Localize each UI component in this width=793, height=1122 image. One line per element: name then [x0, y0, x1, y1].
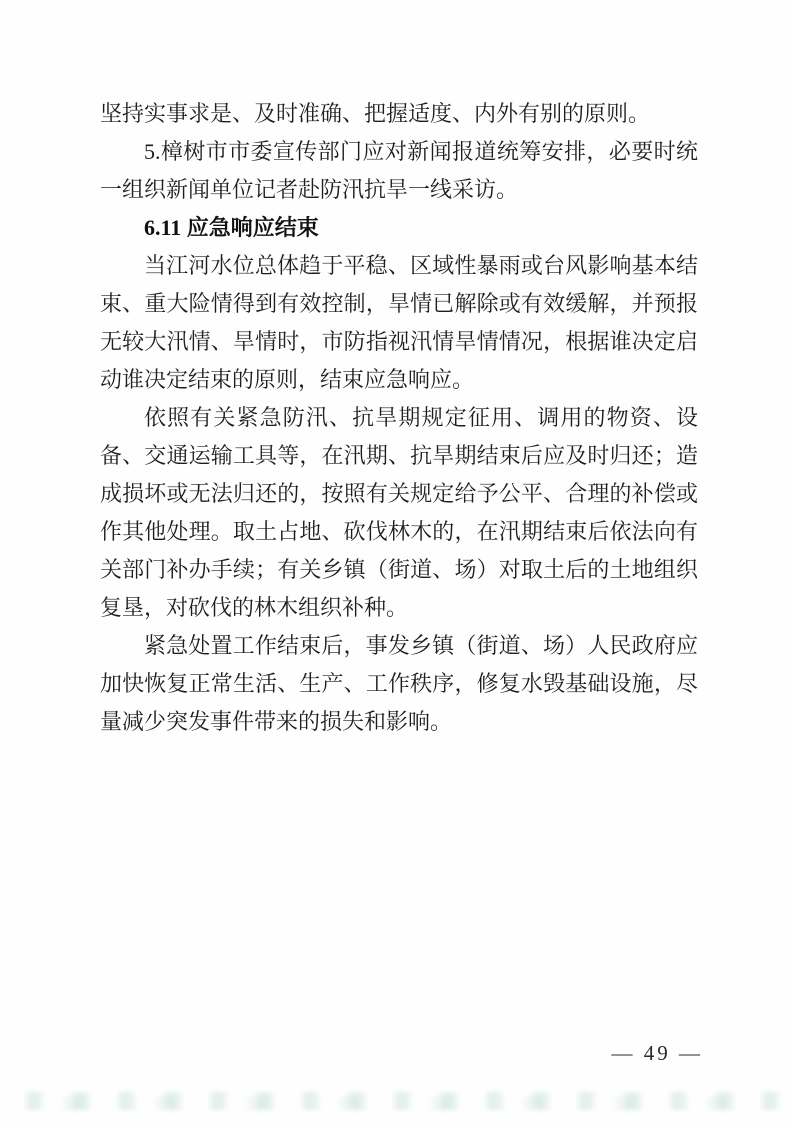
- paragraph-requisition-return: 依照有关紧急防汛、抗旱期规定征用、调用的物资、设备、交通运输工具等，在汛期、抗旱期结束后应及时归还；造成损坏或无法归还的，按照有关规定给予公平、合理的补偿或作其他处理。取土占地、砍伐林木的，在汛期结束后依法向有关部门补办手续；有关乡镇（街道、场）对取土后的土地组织复垦，对砍伐的林木组织补种。: [100, 405, 698, 620]
- scan-bleed-through-marks: [0, 1086, 793, 1118]
- document-body: [100, 95, 698, 741]
- paragraph-continuation: 坚持实事求是、及时准确、把握适度、内外有别的原则。: [100, 101, 651, 126]
- paragraph-response-end: 当江河水位总体趋于平稳、区域性暴雨或台风影响基本结束、重大险情得到有效控制，旱情已解除或有效缓解，并预报无较大汛情、旱情时，市防指视汛情旱情情况，根据谁决定启动谁决定结束的原则，结束应急响应。: [100, 253, 698, 392]
- page-footer: [0, 1041, 793, 1075]
- paragraph-item-5: 5.樟树市市委宣传部门应对新闻报道统筹安排，必要时统一组织新闻单位记者赴防汛抗旱一线采访。: [100, 139, 698, 202]
- page-number: — 49 —: [611, 1041, 703, 1065]
- section-heading-6-11: 6.11 应急响应结束: [144, 215, 319, 240]
- paragraph-recovery: 紧急处置工作结束后，事发乡镇（街道、场）人民政府应加快恢复正常生活、生产、工作秩序，修复水毁基础设施，尽量减少突发事件带来的损失和影响。: [100, 633, 698, 734]
